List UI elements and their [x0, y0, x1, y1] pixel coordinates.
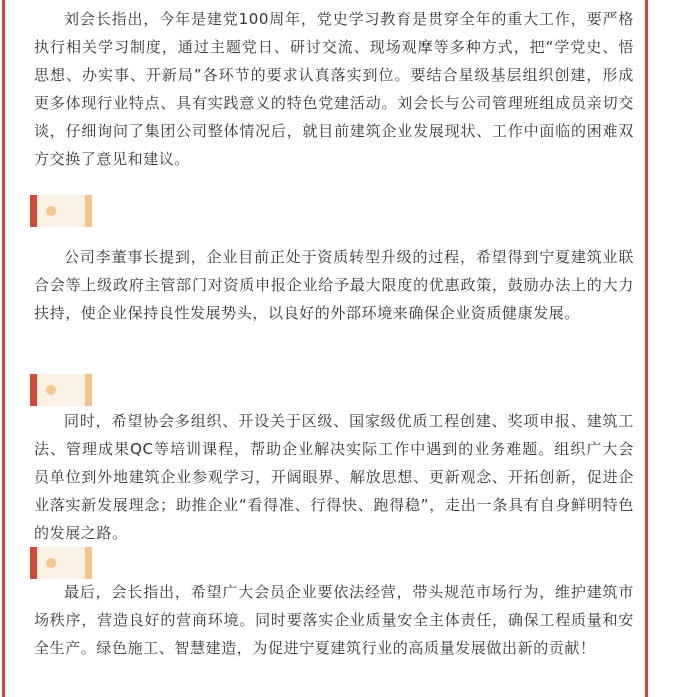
- article-paragraph-2: 公司李董事长提到，企业目前正处于资质转型升级的过程，希望得到宁夏建筑业联合会等上级政府主管部门对资质申报企业给予最大限度的优惠政策，鼓励办法上的大力扶持，使企业保持良性发展势头，以良好的外部环境来确保企业资质健康发展。: [34, 248, 634, 322]
- divider-dot-icon: [46, 558, 56, 568]
- article-paragraph-4: 最后，会长指出，希望广大会员企业要依法经营，带头规范市场行为，维护建筑市场秩序，营造良好的营商环境。同时要落实企业质量安全主体责任，确保工程质量和安全生产。绿色施工、智慧建造，为促进宁夏建筑行业的高质量发展做出新的贡献！: [34, 583, 634, 657]
- divider-cream-block: [37, 195, 85, 227]
- section-divider-1: [30, 195, 92, 227]
- divider-peach-bar: [85, 547, 92, 579]
- left-border-line: [2, 0, 5, 697]
- article-paragraph-1: 刘会长指出，今年是建党100周年，党史学习教育是贯穿全年的重大工作，要严格执行相关学习制度，通过主题党日、研讨交流、现场观摩等多种方式，把“学党史、悟思想、办实事、开新局”各环节的要求认真落实到位。要结合星级基层组织创建，形成更多体现行业特点、具有实践意义的特色党建活动。刘会长与公司管理班组成员亲切交谈，仔细询问了集团公司整体情况后，就目前建筑企业发展现状、工作中面临的困难双方交换了意见和建议。: [34, 10, 634, 168]
- divider-dot-icon: [46, 206, 56, 216]
- divider-red-bar: [30, 195, 37, 227]
- right-border-line: [645, 0, 648, 697]
- divider-dot-icon: [46, 385, 56, 395]
- section-divider-2: [30, 374, 92, 406]
- article-paragraph-3: 同时，希望协会多组织、开设关于区级、国家级优质工程创建、奖项申报、建筑工法、管理成果QC等培训课程，帮助企业解决实际工作中遇到的业务难题。组织广大会员单位到外地建筑企业参观学习，开阔眼界、解放思想、更新观念、开拓创新，促进企业落实新发展理念；助推企业“看得准、行得快、跑得稳”，走出一条具有自身鲜明特色的发展之路。: [34, 412, 634, 542]
- divider-red-bar: [30, 374, 37, 406]
- divider-cream-block: [37, 547, 85, 579]
- section-divider-3: [30, 547, 92, 579]
- divider-peach-bar: [85, 374, 92, 406]
- divider-red-bar: [30, 547, 37, 579]
- divider-cream-block: [37, 374, 85, 406]
- divider-peach-bar: [85, 195, 92, 227]
